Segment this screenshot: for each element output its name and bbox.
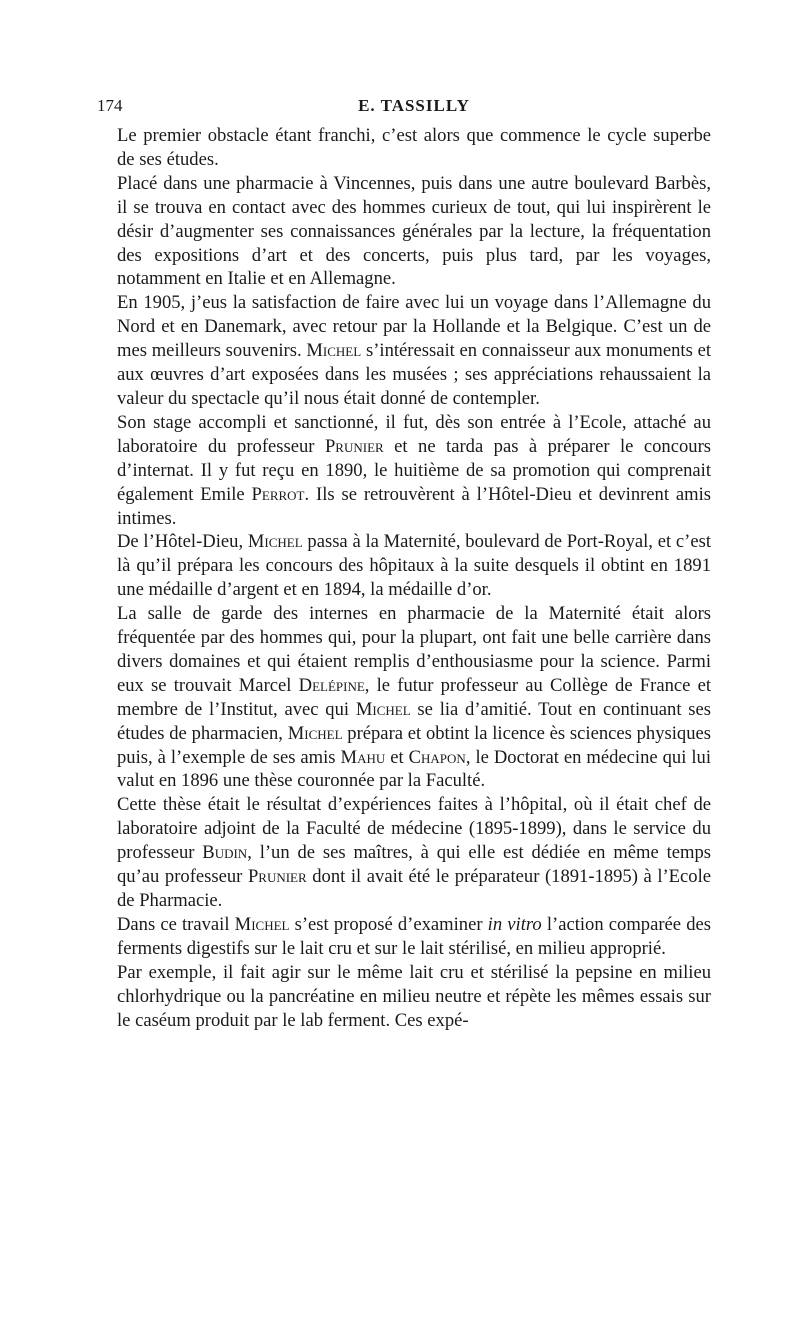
small-caps-name: Perrot <box>251 483 305 505</box>
text-run: Son stage accompli et sanctionné, il fut, dès son entrée à l’Ecole, attaché au laboratoire du professeur <box>117 411 711 457</box>
paragraph <box>117 411 711 531</box>
small-caps-name: Delépine <box>298 674 365 696</box>
paragraph <box>117 291 711 411</box>
small-caps-name: Michel <box>306 340 362 362</box>
small-caps-name: Michel <box>247 531 303 553</box>
text-run: , le Doctorat en médecine qui lui valut en 1896 une thèse couronnée par la Faculté. <box>117 746 711 792</box>
paragraph <box>117 124 711 172</box>
text-run: Par exemple, il fait agir sur le même lait cru et stérilisé la pepsine en milieu chlorhydrique ou la pancréatine en milieu neutre et répète les mêmes essais sur le caséum produit par le lab ferment. Ces expé- <box>117 961 711 1031</box>
page-number: 174 <box>97 96 123 115</box>
page-header <box>97 96 711 124</box>
text-run: dont il avait été le préparateur (1891-1895) à l’Ecole de Pharmacie. <box>117 866 711 911</box>
small-caps-name: Chapon <box>408 746 466 768</box>
running-head: E. TASSILLY <box>358 96 470 115</box>
text-run: Cette thèse était le résultat d’expériences faites à l’hôpital, où il était chef de laboratoire adjoint de la Faculté de médecine (1895-1899), dans le service du professeur <box>117 794 711 864</box>
text-run: l’action comparée des ferments digestifs sur le lait cru et sur le lait stérilisé, en milieu approprié. <box>117 913 711 959</box>
small-caps-name: Budin <box>202 842 248 864</box>
text-run: s’intéressait en connaisseur aux monuments et aux œuvres d’art exposées dans les musées ; ses appréciations rehaussaient la valeur du spectacle qu’il nous était donné de contempler. <box>117 340 712 409</box>
text-run: , le futur professeur au Collège de France et membre de l’Institut, avec qui <box>117 674 711 720</box>
paragraph <box>117 602 711 793</box>
paragraph <box>117 793 711 913</box>
text-run: et <box>385 746 409 768</box>
small-caps-name: Prunier <box>247 866 307 888</box>
text-run: Le premier obstacle étant franchi, c’est alors que commence le cycle superbe de ses études. <box>117 125 711 170</box>
paragraph <box>117 961 711 1033</box>
text-run: En 1905, j’eus la satisfaction de faire avec lui un voyage dans l’Allemagne du Nord et en Danemark, avec retour par la Hollande et la Belgique. C’est un de mes meilleurs souvenirs. <box>117 292 711 362</box>
text-run: s’est proposé d’examiner <box>289 913 488 935</box>
text-run: La salle de garde des internes en pharmacie de la Maternité était alors fréquentée par des hommes qui, pour la plupart, ont fait une belle carrière dans divers domaines et qui étaient remplis d’enthousiasme pour la science. Parmi eux se trouvait Marcel <box>117 603 711 696</box>
small-caps-name: Michel <box>355 698 411 720</box>
text-run: Placé dans une pharmacie à Vincennes, puis dans une autre boulevard Barbès, il se trouva en contact avec des hommes curieux de tout, qui lui inspirèrent le désir d’augmenter ses connaissances générales par la lecture, la fréquentation des expositions d’art et des concerts, puis plus tard, par les voyages, notamment en Italie et en Allemagne. <box>117 172 711 290</box>
paragraph <box>117 172 711 292</box>
text-run: Dans ce travail <box>117 913 235 935</box>
paragraph <box>117 530 711 602</box>
small-caps-name: Prunier <box>324 435 384 457</box>
small-caps-name: Michel <box>234 913 290 935</box>
body-text <box>117 124 711 1032</box>
text-run: , l’un de ses maîtres, à qui elle est dédiée en même temps qu’au professeur <box>117 842 712 888</box>
small-caps-name: Michel <box>287 722 343 744</box>
text-run: prépara et obtint la licence ès sciences physiques puis, à l’exemple de ses amis <box>117 722 711 768</box>
page <box>97 96 712 1032</box>
text-run: et ne tarda pas à préparer le concours d’internat. Il y fut reçu en 1890, le huitième de sa promotion qui comprenait également Emile <box>117 435 711 505</box>
small-caps-name: Mahu <box>340 746 386 768</box>
text-run: . Ils se retrouvèrent à l’Hôtel-Dieu et devinrent amis intimes. <box>117 483 712 529</box>
text-run: se lia d’amitié. Tout en continuant ses études de pharmacien, <box>117 698 711 744</box>
paragraph <box>117 913 711 961</box>
italic-text: in vitro <box>487 913 542 935</box>
text-run: passa à la Maternité, boulevard de Port-Royal, et c’est là qu’il prépara les concours des hôpitaux à la suite desquels il obtint en 1891 une médaille d’argent et en 1894, la médaille d’or. <box>117 531 711 601</box>
text-run: De l’Hôtel-Dieu, <box>117 531 248 553</box>
